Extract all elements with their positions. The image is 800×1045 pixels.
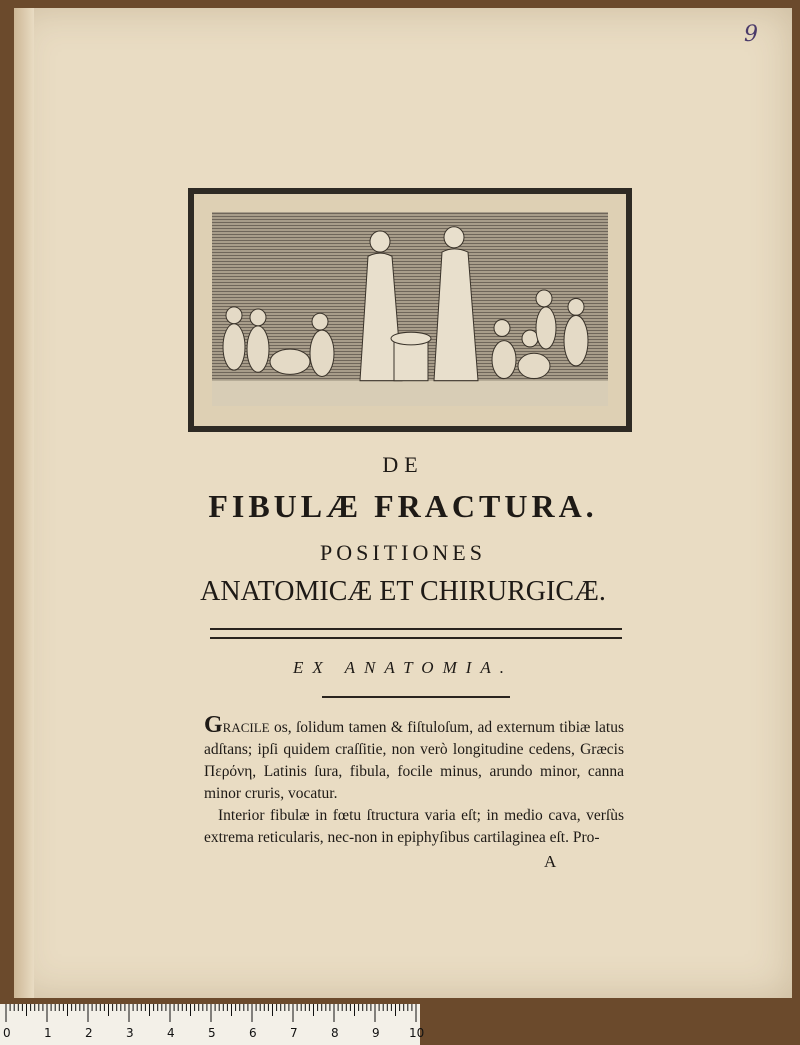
- ruler-label: 1: [44, 1026, 52, 1040]
- ruler-label: 4: [167, 1026, 175, 1040]
- title-positiones: POSITIONES: [320, 540, 486, 565]
- title-de: DE: [382, 452, 424, 477]
- ruler-label: 9: [372, 1026, 380, 1040]
- ruler-label: 5: [208, 1026, 216, 1040]
- subtitle: ANATOMICÆ ET CHIRURGICÆ.: [200, 576, 606, 607]
- book-page: [14, 8, 792, 998]
- section-heading: EX ANATOMIA.: [292, 658, 514, 677]
- paragraph-2: Interior fibulæ in fœtu ſtructura varia eſt; in medio cava, verſùs extrema reticularis, nec-non in epiphyſibus cartilaginea eſt. Pro-: [204, 807, 624, 846]
- short-rule-divider: [322, 696, 510, 698]
- engraved-vignette: [188, 188, 632, 432]
- ruler-label: 8: [331, 1026, 339, 1040]
- classical-relief-illustration: [212, 212, 608, 406]
- main-title: FIBULÆ FRACTURA.: [208, 488, 598, 524]
- body-text: [204, 714, 624, 849]
- small-caps-word: RACILE: [222, 720, 270, 735]
- page-number: 9: [744, 22, 758, 47]
- ruler-label: 3: [126, 1026, 134, 1040]
- vignette-scene: [212, 212, 608, 406]
- paragraph-1: [204, 714, 624, 805]
- ruler-label: 7: [290, 1026, 298, 1040]
- ruler-label: 6: [249, 1026, 257, 1040]
- measurement-ruler: [0, 1004, 425, 1045]
- ruler-label: 2: [85, 1026, 93, 1040]
- vignette-frame: [194, 194, 626, 426]
- catchword-signature: A: [544, 852, 557, 871]
- ruler-label: 0: [3, 1026, 11, 1040]
- ruler-label: 10: [409, 1026, 425, 1040]
- paragraph-1-text: os, ſolidum tamen & fiſtuloſum, ad externum tibiæ latus adſtans; ipſi quidem craſſitie, non verò longitudine cedens, Græcis Περόνη, Latinis ſura, fibula, focile minus, arundo minor, canna minor cruris, vocatur.: [204, 719, 624, 802]
- drop-cap: G: [204, 712, 223, 738]
- double-rule-divider: [210, 628, 622, 639]
